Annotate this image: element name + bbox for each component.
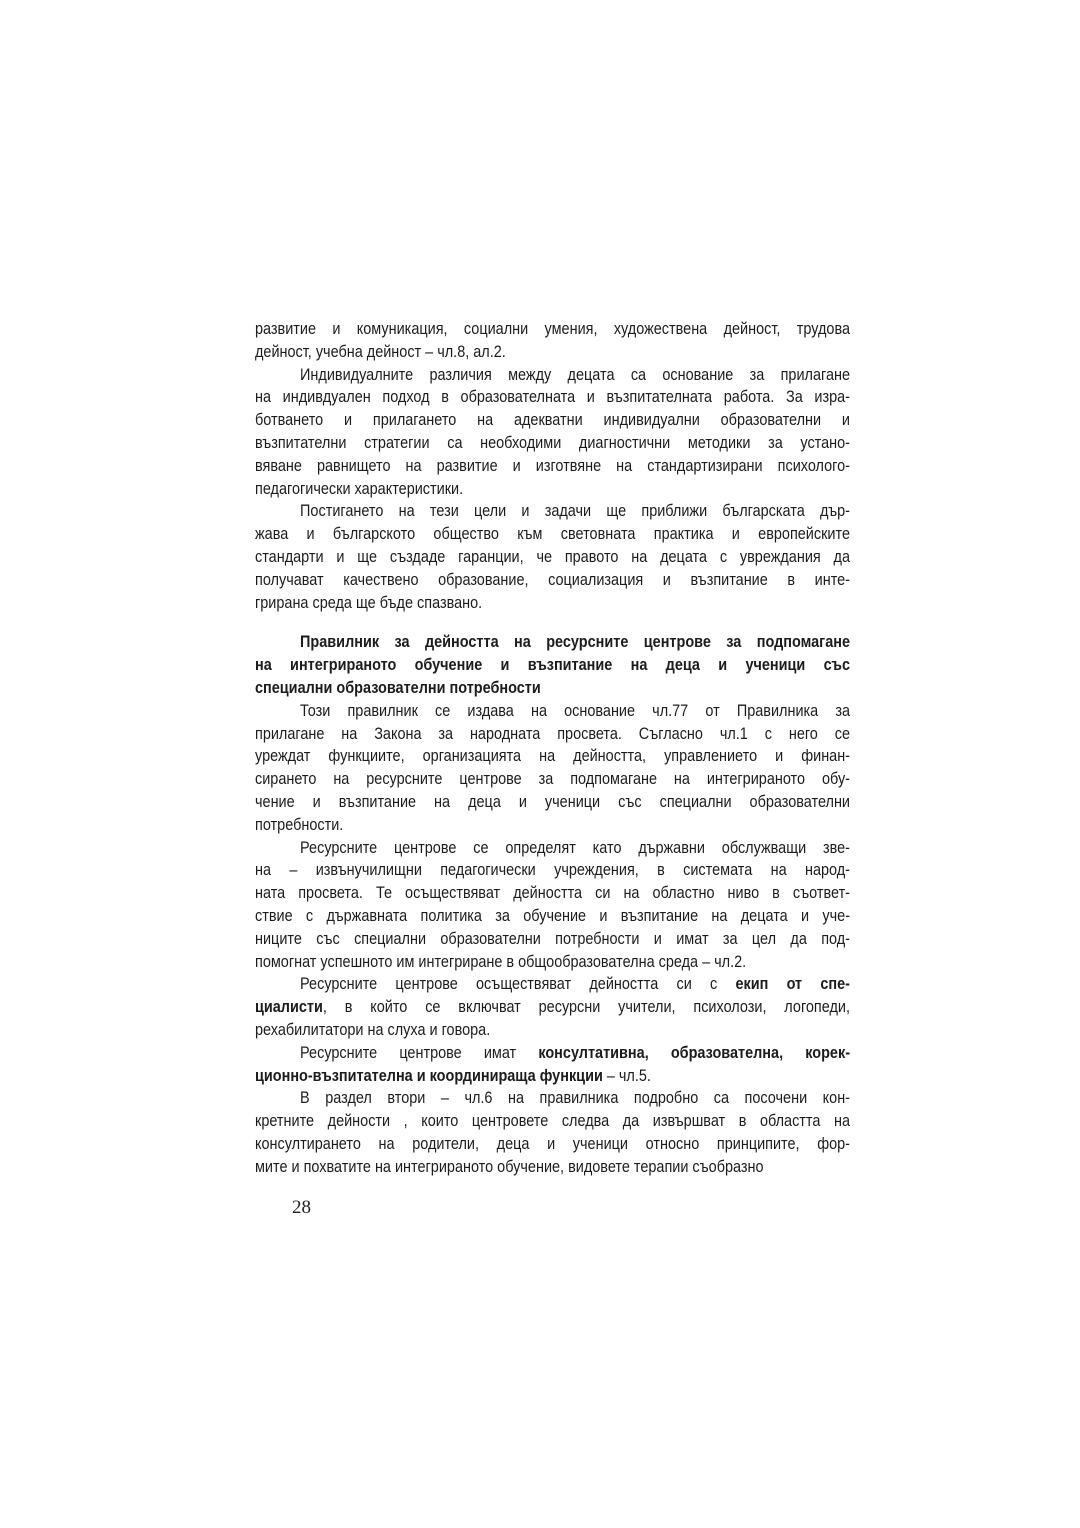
text-segment: на – извънучилищни педагогически учреждения, в системата на народ-	[255, 860, 850, 880]
text-line	[255, 973, 850, 996]
text-line	[255, 631, 850, 654]
bold-text-segment: екип от спе-	[735, 974, 850, 994]
text-segment: уреждат функциите, организацията на дейността, управлението и финан-	[255, 746, 850, 766]
text-segment: Този правилник се издава на основание чл.77 от Правилника за	[300, 700, 850, 720]
paragraph	[255, 318, 850, 364]
text-line	[255, 364, 850, 387]
bold-text-segment: Правилник за дейността на ресурсните центрове за подпомагане	[300, 632, 850, 652]
text-line	[255, 500, 850, 523]
text-line	[255, 882, 850, 905]
text-segment: Постигането на тези цели и задачи ще приближи българската дър-	[300, 501, 850, 521]
text-line	[255, 745, 850, 768]
bold-text-segment: специални образователни потребности	[255, 677, 541, 697]
paragraph	[255, 837, 850, 974]
text-line	[255, 318, 850, 341]
text-segment: Ресурсните центрове осъществяват дейността си с	[300, 974, 736, 994]
text-line	[255, 996, 850, 1019]
text-segment: получават качествено образование, социализация и възпитание в инте-	[255, 569, 850, 589]
text-segment: чение и възпитание на деца и ученици със специални образователни	[255, 791, 850, 811]
text-line	[255, 837, 850, 860]
text-segment: вяване равнището на развитие и изготвяне на стандартизирани психолого-	[255, 455, 850, 475]
text-line	[255, 1110, 850, 1133]
text-line	[255, 700, 850, 723]
text-segment: ствие с държавната политика за обучение и възпитание на децата и уче-	[255, 905, 850, 925]
paragraph	[255, 1087, 850, 1178]
text-segment: Ресурсните центрове имат	[300, 1042, 539, 1062]
paragraph	[255, 700, 850, 837]
text-segment: стандарти и ще създаде гаранции, че правото на децата с увреждания да	[255, 546, 850, 566]
paragraph	[255, 500, 850, 614]
text-line	[255, 951, 850, 974]
bold-text-segment: на интегрираното обучение и възпитание на деца и ученици със	[255, 655, 850, 675]
text-line	[255, 928, 850, 951]
bold-text-segment: циалисти	[255, 997, 323, 1017]
text-line	[255, 546, 850, 569]
text-segment: прилагане на Закона за народната просвета. Съгласно чл.1 с него се	[255, 723, 850, 743]
text-block	[255, 318, 850, 1178]
text-line	[255, 768, 850, 791]
text-line	[255, 1019, 850, 1042]
section-heading	[255, 631, 850, 699]
text-segment: мите и похватите на интегрираното обучение, видовете терапии съобразно	[255, 1156, 764, 1176]
text-line	[255, 1065, 850, 1088]
text-segment: – чл.5.	[602, 1065, 651, 1085]
paragraph	[255, 973, 850, 1041]
text-segment: на индивдуален подход в образователната и възпитателната работа. За изра-	[255, 387, 850, 407]
text-segment: жава и българското общество към световната практика и европейските	[255, 524, 850, 544]
text-segment: педагогически характеристики.	[255, 478, 464, 498]
text-segment: кретните дейности , които центровете следва да извършват в областта на	[255, 1111, 850, 1131]
text-line	[255, 386, 850, 409]
text-segment: сирането на ресурсните центрове за подпомагане на интегрираното обу-	[255, 769, 850, 789]
text-segment: консултирането на родители, деца и ученици относно принципите, фор-	[255, 1133, 850, 1153]
page-number: 28	[292, 1197, 311, 1218]
text-line	[255, 905, 850, 928]
text-segment: развитие и комуникация, социални умения, художествена дейност, трудова	[255, 319, 850, 338]
text-segment: рехабилитатори на слуха и говора.	[255, 1019, 491, 1039]
text-line	[255, 341, 850, 364]
text-line	[255, 1042, 850, 1065]
text-segment: потребности.	[255, 814, 344, 834]
text-line	[255, 677, 850, 700]
text-segment: възпитателни стратегии са необходими диагностични методики за устано-	[255, 432, 850, 452]
text-line	[255, 569, 850, 592]
text-line	[255, 814, 850, 837]
text-line	[255, 1156, 850, 1179]
paragraph	[255, 1042, 850, 1088]
text-segment: , в който се включват ресурсни учители, психолози, логопеди,	[322, 997, 850, 1017]
text-line	[255, 723, 850, 746]
text-line	[255, 654, 850, 677]
text-segment: Ресурсните центрове се определят като държавни обслужващи зве-	[300, 837, 850, 857]
text-line	[255, 1133, 850, 1156]
bold-text-segment: ционно-възпитателна и координираща функции	[255, 1065, 603, 1085]
text-line	[255, 523, 850, 546]
text-line	[255, 859, 850, 882]
text-segment: ботването и прилагането на адекватни индивидуални образователни и	[255, 410, 850, 430]
text-segment: ниците със специални образователни потребности и имат за цел да под-	[255, 928, 850, 948]
text-line	[255, 791, 850, 814]
text-line	[255, 1087, 850, 1110]
text-line	[255, 478, 850, 501]
paragraph	[255, 364, 850, 501]
text-line	[255, 592, 850, 615]
text-segment: помогнат успешното им интегриране в общообразователна среда – чл.2.	[255, 951, 747, 971]
text-line	[255, 455, 850, 478]
text-segment: Индивидуалните различия между децата са основание за прилагане	[300, 364, 850, 384]
text-line	[255, 409, 850, 432]
text-segment: грирана среда ще бъде спазвано.	[255, 592, 483, 612]
text-segment: В раздел втори – чл.6 на правилника подробно са посочени кон-	[300, 1088, 850, 1108]
bold-text-segment: консултативна, образователна, корек-	[538, 1042, 851, 1062]
text-segment: дейност, учебна дейност – чл.8, ал.2.	[255, 341, 506, 361]
text-segment: ната просвета. Те осъществяват дейността си на областно ниво в съответ-	[255, 883, 850, 903]
text-line	[255, 432, 850, 455]
